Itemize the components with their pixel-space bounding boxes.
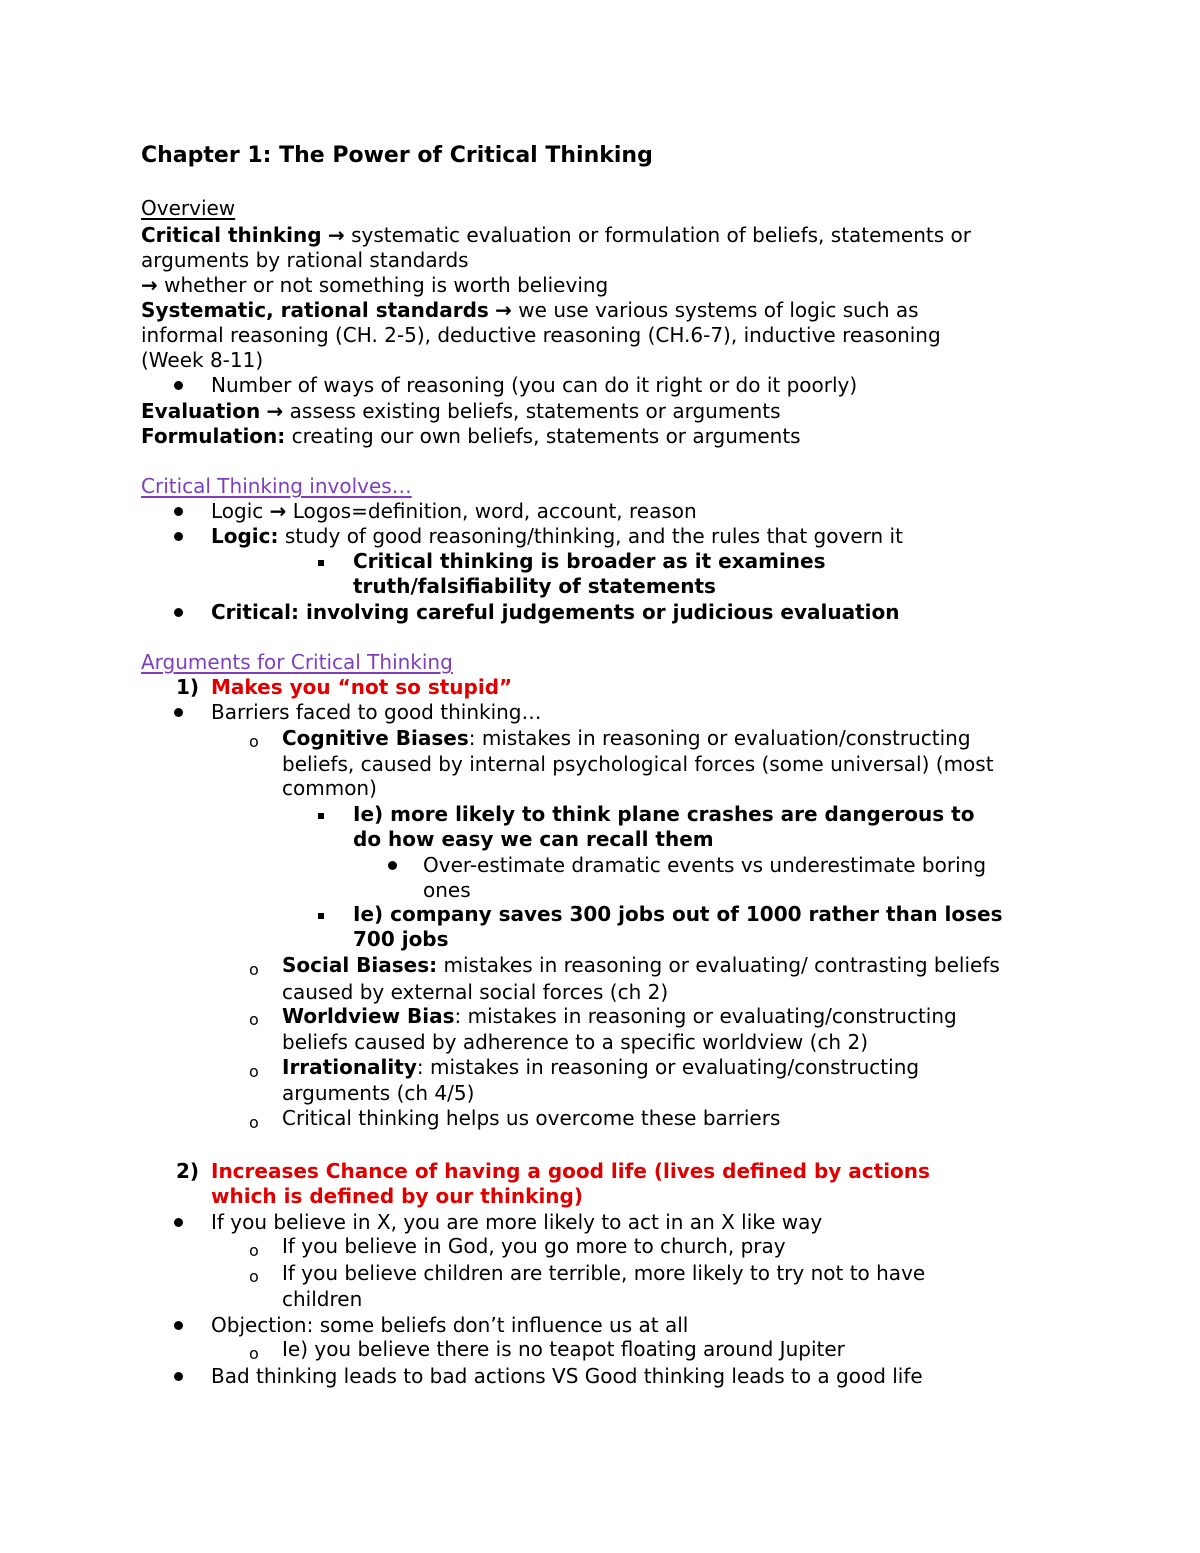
irrationality-term: Irrationality <box>282 1055 417 1079</box>
form-def: creating our own beliefs, statements or arguments <box>285 424 801 448</box>
bullet-ways-of-reasoning: Number of ways of reasoning (you can do it right or do it poorly) <box>211 373 858 397</box>
social-biases <box>282 953 1000 978</box>
logic-word: Logic <box>211 499 270 523</box>
helps-line: Critical thinking helps us overcome these barriers <box>282 1106 781 1130</box>
cog-def-1: : mistakes in reasoning or evaluation/constructing <box>468 726 971 750</box>
systematic-term: Systematic, rational standards <box>141 298 489 322</box>
arrow-icon: → <box>495 298 512 322</box>
bad-thinking-line: Bad thinking leads to bad actions VS Good thinking leads to a good life <box>211 1364 923 1388</box>
logic-def: study of good reasoning/thinking, and the rules that govern it <box>278 524 903 548</box>
worldview-bias <box>282 1004 957 1029</box>
cog-def-3: common) <box>282 776 377 800</box>
arrow-icon: → <box>266 399 284 423</box>
bullet-icon <box>174 1321 183 1330</box>
circle-bullet-icon: o <box>249 1241 259 1260</box>
irr-def-1: : mistakes in reasoning or evaluating/constructing <box>416 1055 920 1079</box>
page-title: Chapter 1: The Power of Critical Thinking <box>141 143 653 168</box>
systematic-definition <box>141 298 919 323</box>
children-line-2: children <box>282 1287 363 1311</box>
arrow-icon: → <box>327 223 345 247</box>
sys-def-line-1: we use various systems of logic such as <box>511 298 919 322</box>
overestimate-line-1: Over-estimate dramatic events vs underestimate boring <box>423 853 987 877</box>
point-2-line-2: which is defined by our thinking) <box>211 1184 584 1208</box>
sys-def-line-2: informal reasoning (CH. 2-5), deductive reasoning (CH.6-7), inductive reasoning <box>141 323 941 347</box>
children-line-1: If you believe children are terrible, more likely to try not to have <box>282 1261 926 1285</box>
bullet-icon <box>174 1372 183 1381</box>
arrow-icon: → <box>141 273 158 297</box>
bullet-icon <box>174 532 183 541</box>
ie2-line-1: Ie) company saves 300 jobs out of 1000 rather than loses <box>353 902 1003 926</box>
broader-line-1: Critical thinking is broader as it examines <box>353 549 826 573</box>
critical-thinking-definition <box>141 223 971 248</box>
wv-def-1: : mistakes in reasoning or evaluating/constructing <box>454 1004 957 1028</box>
circle-bullet-icon: o <box>249 1113 259 1132</box>
logic-etymology <box>211 499 697 524</box>
sys-def-line-3: (Week 8-11) <box>141 348 264 372</box>
point-1: Makes you “not so stupid” <box>211 675 513 699</box>
arrow-icon: → <box>269 499 287 523</box>
critical-thinking-term: Critical thinking <box>141 223 322 247</box>
square-bullet-icon <box>318 813 324 819</box>
ct-def-line-3-text: whether or not something is worth believing <box>157 273 609 297</box>
bullet-icon <box>174 608 183 617</box>
overestimate-line-2: ones <box>423 878 471 902</box>
irr-def-2: arguments (ch 4/5) <box>282 1081 475 1105</box>
objection-line: Objection: some beliefs don’t influence us at all <box>211 1313 689 1337</box>
circle-bullet-icon: o <box>249 732 259 751</box>
eval-def: assess existing beliefs, statements or arguments <box>283 399 781 423</box>
point-2-line-1: Increases Chance of having a good life (lives defined by actions <box>211 1159 930 1183</box>
bullet-icon <box>174 1218 183 1227</box>
bullet-icon <box>174 507 183 516</box>
teapot-line: Ie) you believe there is no teapot floating around Jupiter <box>282 1337 845 1361</box>
ct-def-line-3 <box>141 273 608 298</box>
ie1-line-2: do how easy we can recall them <box>353 827 714 851</box>
square-bullet-icon <box>318 560 324 566</box>
bullet-icon <box>174 381 183 390</box>
circle-bullet-icon: o <box>249 1062 259 1081</box>
formulation-term: Formulation: <box>141 424 286 448</box>
logic-definition <box>211 524 903 549</box>
logic-term: Logic: <box>211 524 279 548</box>
arguments-heading: Arguments for Critical Thinking <box>141 650 453 674</box>
social-term: Social Biases: <box>282 953 438 977</box>
bullet-icon <box>388 861 397 870</box>
broader-line-2: truth/falsifiability of statements <box>353 574 716 598</box>
bullet-icon <box>174 708 183 717</box>
overview-heading: Overview <box>141 196 236 220</box>
irrationality <box>282 1055 919 1080</box>
believe-x-line: If you believe in X, you are more likely to act in an X like way <box>211 1210 823 1234</box>
circle-bullet-icon: o <box>249 1267 259 1286</box>
circle-bullet-icon: o <box>249 1010 259 1029</box>
ct-def-line-1: systematic evaluation or formulation of beliefs, statements or <box>344 223 971 247</box>
cognitive-term: Cognitive Biases <box>282 726 469 750</box>
formulation-definition <box>141 424 801 449</box>
soc-def-1: mistakes in reasoning or evaluating/ contrasting beliefs <box>437 953 1000 977</box>
circle-bullet-icon: o <box>249 1344 259 1363</box>
evaluation-definition <box>141 399 781 424</box>
god-line: If you believe in God, you go more to church, pray <box>282 1234 786 1258</box>
cog-def-2: beliefs, caused by internal psychological forces (some universal) (most <box>282 752 994 776</box>
cognitive-biases <box>282 726 971 751</box>
critical-definition: Critical: involving careful judgements or judicious evaluation <box>211 600 900 624</box>
logos-definition: Logos=definition, word, account, reason <box>286 499 697 523</box>
soc-def-2: caused by external social forces (ch 2) <box>282 980 669 1004</box>
ie1-line-1: Ie) more likely to think plane crashes are dangerous to <box>353 802 975 826</box>
evaluation-term: Evaluation <box>141 399 261 423</box>
ie2-line-2: 700 jobs <box>353 927 449 951</box>
square-bullet-icon <box>318 913 324 919</box>
ct-def-line-2: arguments by rational standards <box>141 248 469 272</box>
number-2: 2) <box>176 1159 200 1183</box>
wv-def-2: beliefs caused by adherence to a specific worldview (ch 2) <box>282 1030 868 1054</box>
barriers-line: Barriers faced to good thinking… <box>211 700 542 724</box>
number-1: 1) <box>176 675 200 699</box>
worldview-term: Worldview Bias <box>282 1004 455 1028</box>
circle-bullet-icon: o <box>249 960 259 979</box>
involves-heading: Critical Thinking involves… <box>141 474 412 498</box>
